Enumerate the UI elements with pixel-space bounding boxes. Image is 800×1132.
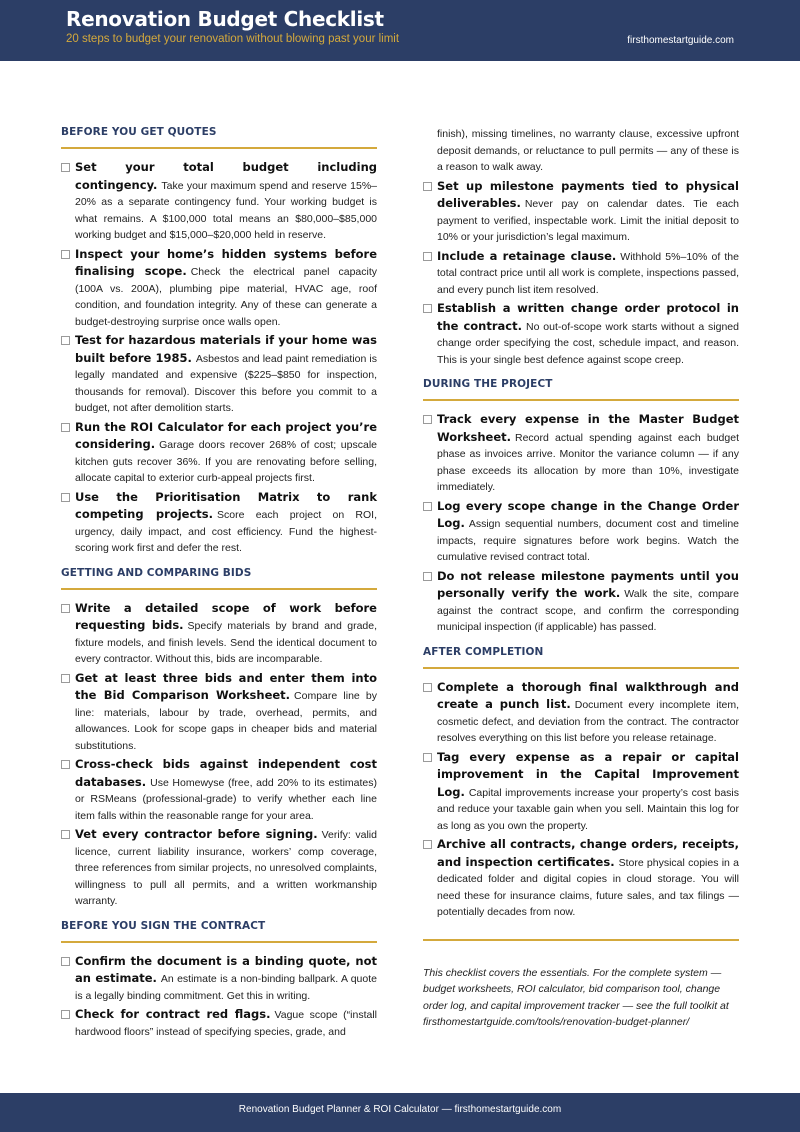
checklist-item — [423, 248, 739, 299]
item-text: Specify materials by brand and grade, fixture models, and finish levels. Send the identical document to every contractor. Without this, bids are incomparable. — [75, 620, 378, 665]
item-text: Use Homewyse (free, add 20% to its estimates) or RSMeans (professional-grade) to verify whether each line item falls within the reasonable range for your area. — [75, 776, 377, 822]
section-divider — [423, 399, 739, 401]
item-text: An estimate is a non-binding ballpark. A quote is a legally binding commitment. Get this in writing. — [75, 973, 377, 1002]
checklist-item — [423, 411, 739, 496]
item-text: Vague scope (“install hardwood floors” instead of specifying species, grade, and — [75, 1009, 377, 1038]
item-lead: Test for hazardous materials if your home was built before 1985. — [75, 333, 377, 365]
checklist-item — [423, 300, 739, 368]
item-text: Withhold 5%–10% of the total contract price until all work is complete, inspections passed, and every punch list item resolved. — [437, 250, 739, 296]
checkbox[interactable] — [61, 493, 70, 502]
item-lead: Archive all contracts, change orders, receipts, and inspection certificates. — [437, 837, 739, 869]
checkbox[interactable] — [61, 250, 70, 259]
page-footer — [0, 1093, 800, 1132]
checkbox[interactable] — [61, 163, 70, 172]
item-text: Capital improvements increase your property’s cost basis and reduce your taxable gain when you sell. Maintain this log for as long as you own the property. — [437, 786, 739, 832]
item-lead: Set your total budget including contingency. — [75, 160, 377, 192]
item-lead: Complete a thorough final walkthrough and create a punch list. — [437, 679, 739, 711]
section-divider — [61, 588, 377, 590]
checkbox[interactable] — [423, 502, 432, 511]
checkbox[interactable] — [423, 572, 432, 581]
checklist-item — [61, 670, 377, 755]
header-site-link[interactable]: firsthomestartguide.com — [627, 35, 734, 46]
item-text: Verify: valid licence, current liability insurance, workers’ comp coverage, three references from similar projects, no unresolved complaints, willingness to pull all permits, and a written workmanship warranty. — [75, 829, 377, 907]
section-divider — [61, 147, 377, 149]
checklist-item — [61, 419, 377, 487]
checkbox[interactable] — [423, 182, 432, 191]
checklist-item — [423, 749, 739, 835]
checklist-item — [61, 826, 377, 910]
checkbox[interactable] — [61, 760, 70, 769]
checkbox[interactable] — [61, 604, 70, 613]
checklist-item — [423, 568, 739, 636]
left-column — [61, 126, 377, 1042]
right-column — [423, 126, 739, 1031]
checklist-item — [423, 178, 739, 246]
checkbox[interactable] — [61, 423, 70, 432]
item-lead: Include a retainage clause. — [437, 248, 617, 263]
checklist-item — [61, 159, 377, 244]
item-lead: Inspect your home’s hidden systems before finalising scope. — [75, 246, 377, 278]
checklist-item — [61, 600, 377, 668]
item-lead: Tag every expense as a repair or capital improvement in the Capital Improvement Log. — [437, 749, 739, 799]
item-lead: Confirm the document is a binding quote, not an estimate. — [75, 953, 377, 985]
item-text: No out-of-scope work starts without a signed change order specifying the cost, schedule impact, and reason. This is your single best defence against scope creep. — [437, 320, 739, 366]
checklist-item — [61, 332, 377, 417]
closing-divider — [423, 939, 739, 941]
checklist-item — [61, 489, 377, 557]
item-lead: Do not release milestone payments until you personally verify the work. — [437, 568, 739, 600]
checkbox[interactable] — [423, 252, 432, 261]
item-lead: Set up milestone payments tied to physical deliverables. — [437, 178, 739, 210]
checklist-item — [423, 836, 739, 921]
item-lead: Check for contract red flags. — [75, 1007, 271, 1021]
checklist-item — [61, 756, 377, 824]
item-text: Document every incomplete item, cosmetic defect, and deviation from the contract. The contractor resolves everything on this list before you release retainage. — [437, 699, 739, 744]
section-divider — [423, 667, 739, 669]
item-lead: Track every expense in the Master Budget Worksheet. — [437, 412, 739, 444]
item-text: Walk the site, compare against the contract scope, and confirm the corresponding municipal inspection (if applicable) has passed. — [437, 588, 739, 633]
checklist-item — [61, 953, 377, 1005]
checklist-item — [61, 1006, 377, 1040]
item-lead: Cross-check bids against independent cost databases. — [75, 757, 377, 789]
item-text: Check the electrical panel capacity (100A vs. 200A), plumbing pipe material, HVAC age, roof condition, and foundation integrity. Any of these can generate a budget-destroying surprise once walls open. — [75, 266, 377, 328]
item-text: Score each project on ROI, urgency, daily impact, and cost efficiency. Fund the highest-scoring work first and defer the rest. — [75, 509, 377, 554]
section-heading-before-quotes: BEFORE YOU GET QUOTES — [61, 126, 217, 138]
item-lead: Vet every contractor before signing. — [75, 827, 318, 841]
checklist-item — [61, 246, 377, 331]
closing-note: This checklist covers the essentials. For the complete system — budget worksheets, ROI calculator, bid comparison tool, change order log, and capital improvement tracker — see the full toolkit at firsthomestartguide.com/tools/renovation-budget-planner/ — [423, 966, 729, 1028]
checkbox[interactable] — [61, 830, 70, 839]
item-lead: Use the Prioritisation Matrix to rank competing projects. — [75, 489, 377, 521]
item-text: Store physical copies in a dedicated folder and digital copies in cloud storage. You will need these for insurance claims, future sales, and tax filings — potentially decades from now. — [437, 856, 739, 918]
checkbox[interactable] — [61, 674, 70, 683]
item-text: Compare line by line: materials, labour by trade, overhead, permits, and allowances. Look for scope gaps in cheaper bids and material substitutions. — [75, 690, 377, 752]
section-heading-bids: GETTING AND COMPARING BIDS — [61, 566, 252, 579]
item-text: Asbestos and lead paint remediation is legally mandated and expensive ($225–$850 for inspection, thousands for removal). Discover this before you commit to a budget, not after demolition starts. — [75, 352, 377, 414]
checkbox[interactable] — [61, 1010, 70, 1019]
item-lead: Write a detailed scope of work before requesting bids. — [75, 600, 377, 632]
checkbox[interactable] — [61, 336, 70, 345]
item-lead: Get at least three bids and enter them into the Bid Comparison Worksheet. — [75, 670, 377, 702]
checkbox[interactable] — [423, 415, 432, 424]
checkbox[interactable] — [423, 304, 432, 313]
checkbox[interactable] — [423, 753, 432, 762]
section-heading-during: DURING THE PROJECT — [423, 378, 553, 390]
footer-text: Renovation Budget Planner & ROI Calculator — firsthomestartguide.com — [238, 1104, 562, 1115]
checkbox[interactable] — [61, 957, 70, 966]
item-text: Garage doors recover 268% of cost; upscale kitchen guts recover 36%. If you are renovating before selling, allocate capital to exterior curb-appeal projects first. — [75, 439, 377, 484]
item-lead: Establish a written change order protocol in the contract. — [437, 301, 739, 333]
item-text: Assign sequential numbers, document cost and timeline impacts, require signatures before work begins. Watch the cumulative revised contract total. — [437, 518, 739, 563]
section-divider — [61, 941, 377, 943]
section-heading-contract: BEFORE YOU SIGN THE CONTRACT — [61, 919, 266, 932]
section-heading-after: AFTER COMPLETION — [423, 645, 544, 658]
checkbox[interactable] — [423, 840, 432, 849]
page-header — [0, 0, 800, 61]
checkbox[interactable] — [423, 683, 432, 692]
checklist-item — [423, 679, 739, 747]
item-text-continued: finish), missing timelines, no warranty clause, excessive upfront deposit demands, or reluctance to pull permits — any of these is a reason to walk away. — [437, 128, 739, 173]
item-lead: Log every scope change in the Change Order Log. — [437, 498, 739, 530]
item-lead: Run the ROI Calculator for each project you’re considering. — [75, 419, 377, 451]
item-text: Never pay on calendar dates. Tie each payment to verified, inspectable work. Limit the initial deposit to 10% or your jurisdiction’s legal maximum. — [437, 198, 739, 243]
checklist-item — [423, 498, 739, 566]
item-text: Record actual spending against each budget phase as invoices arrive. Monitor the variance column — if any phase exceeds its allocation by more than 10%, investigate immediately. — [437, 431, 739, 493]
item-text: Take your maximum spend and reserve 15%–20% as a separate contingency fund. Your working budget is what remains. A $100,000 total means an $80,000–$85,000 working budget and $15,000–$20,000 held in reserve. — [75, 179, 377, 241]
page-title: Renovation Budget Checklist — [66, 7, 384, 31]
page-subtitle: 20 steps to budget your renovation without blowing past your limit — [66, 33, 400, 45]
